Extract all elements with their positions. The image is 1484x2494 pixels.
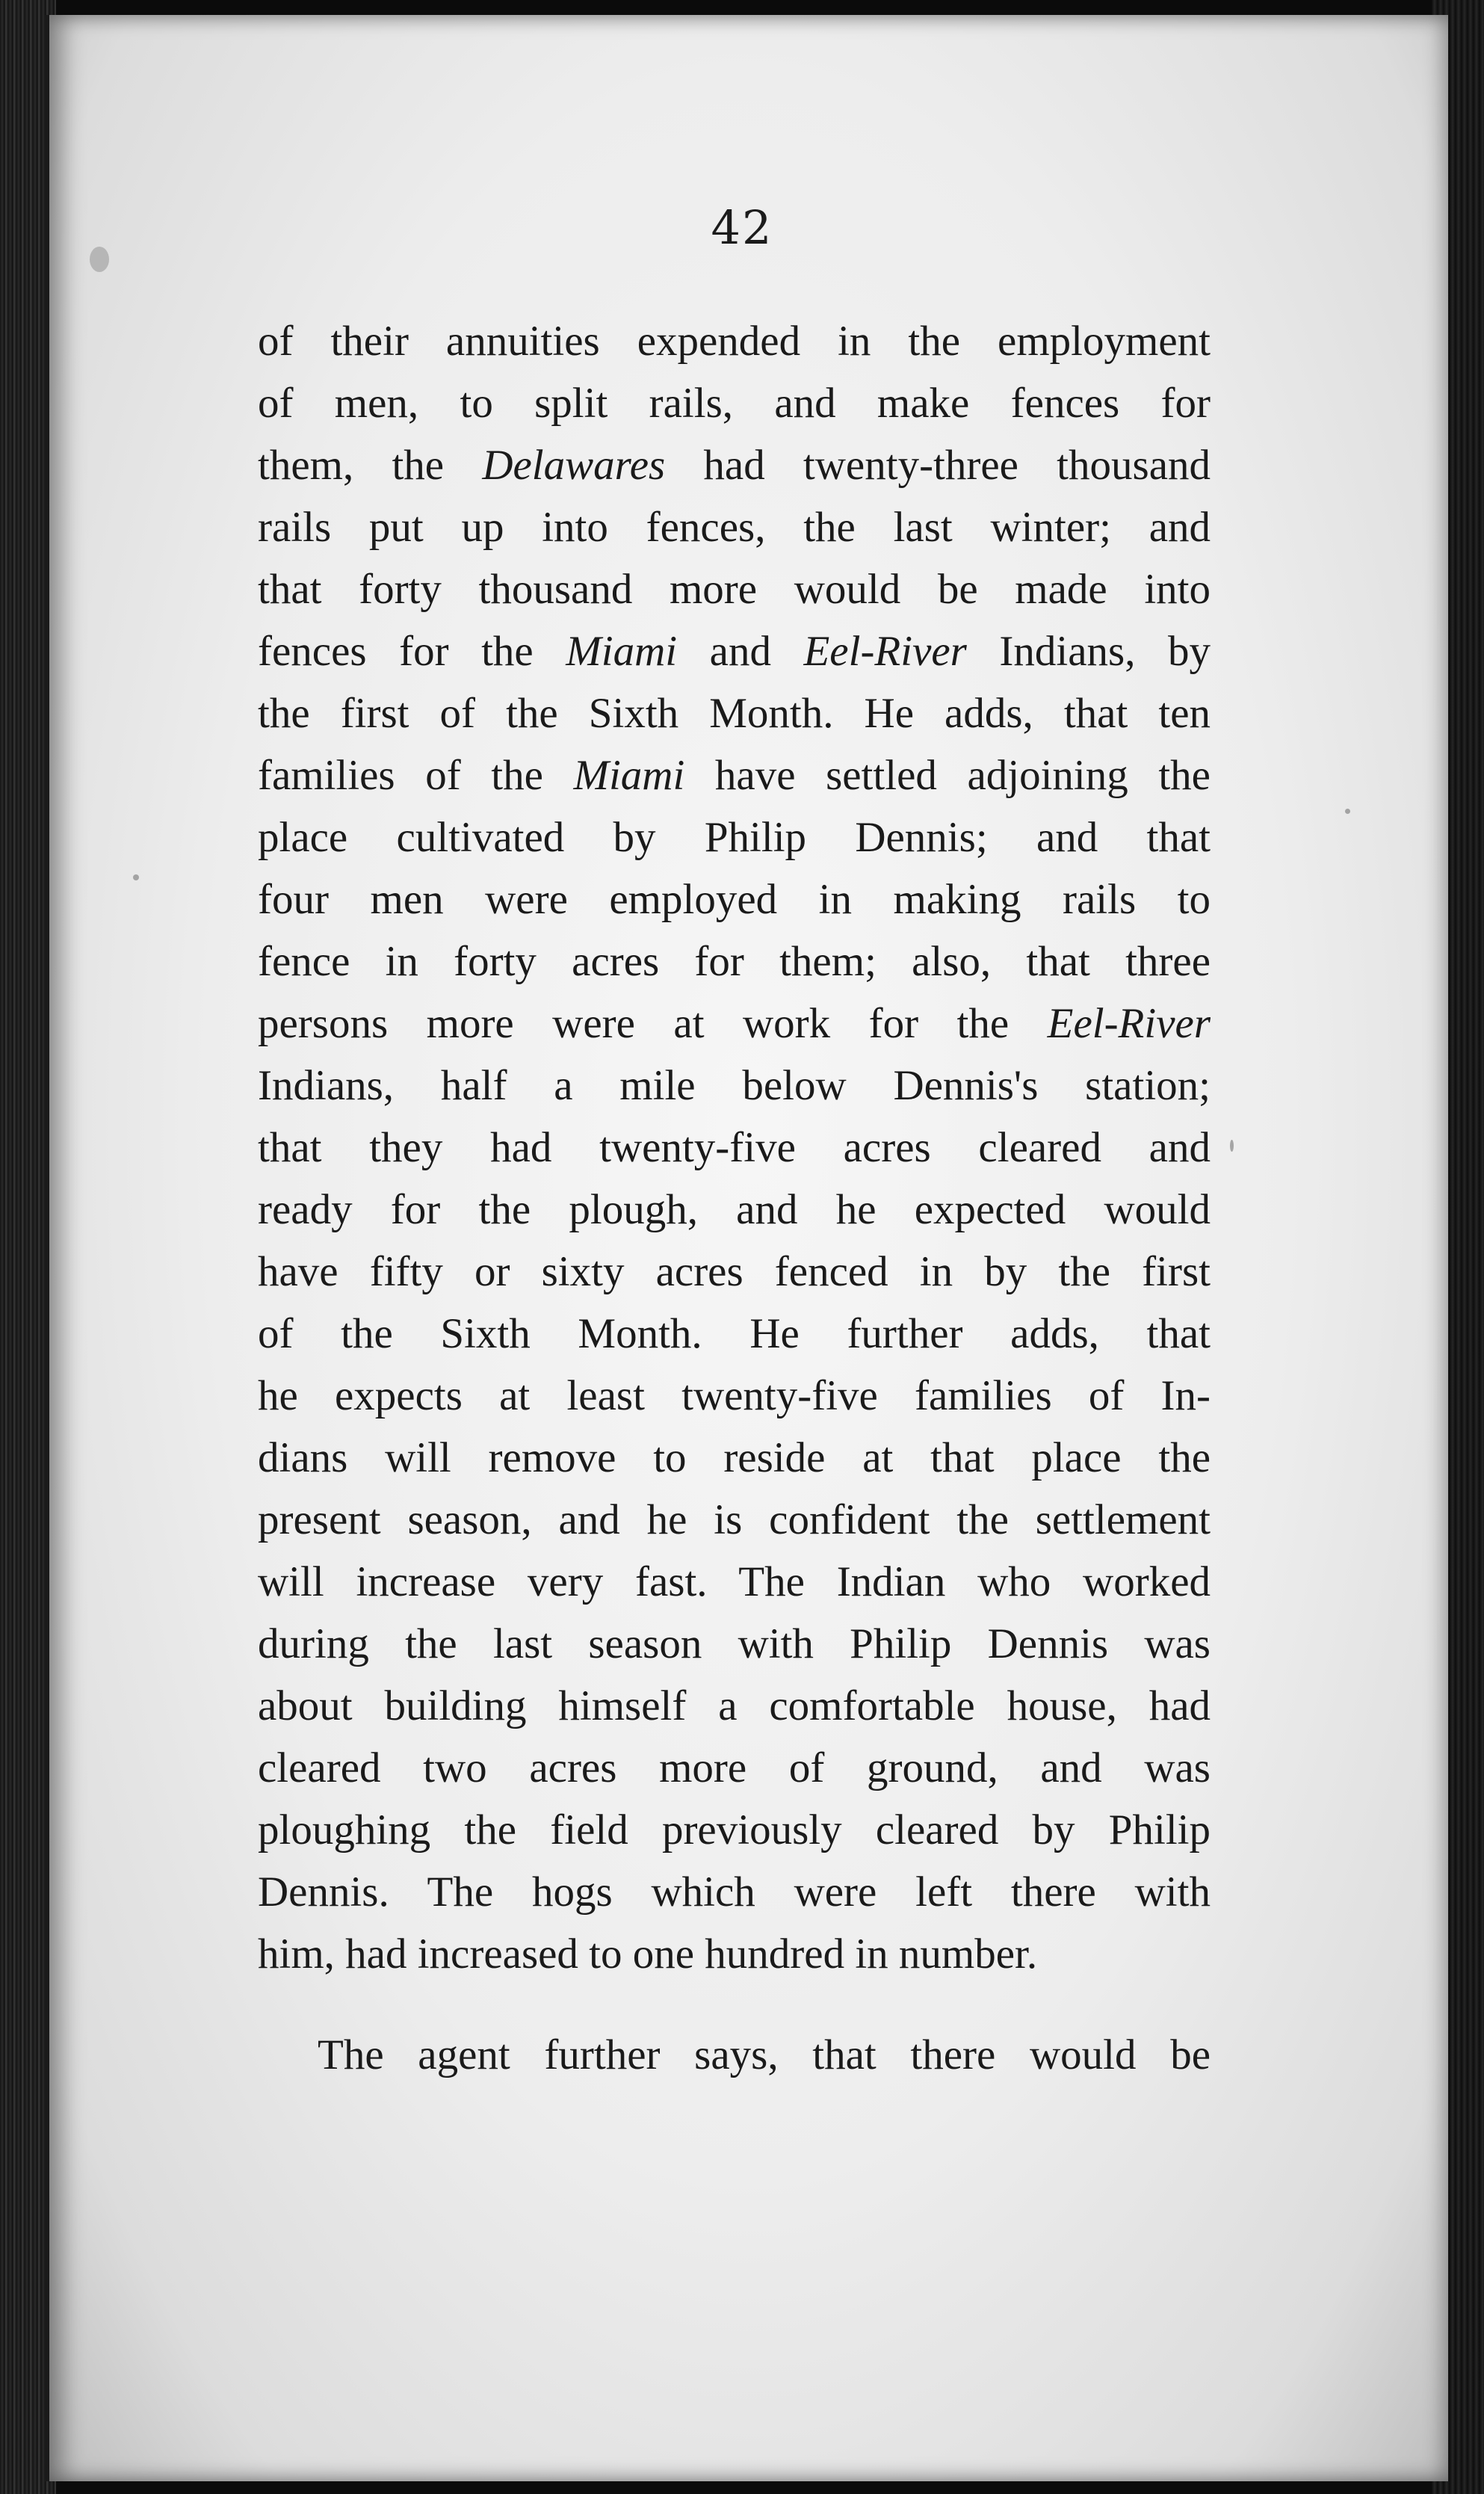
text-line: present season, and he is confident the settlement (258, 1496, 1211, 1543)
text-line: during the last season with Philip Dennis was (258, 1620, 1211, 1667)
text-line: of the Sixth Month. He further adds, that (258, 1310, 1211, 1357)
text-line: cleared two acres more of ground, and was (258, 1744, 1211, 1791)
text-line: families of the Miami have settled adjoining the (258, 752, 1211, 799)
text-line: fence in forty acres for them; also, that three (258, 938, 1211, 985)
text-line: ready for the plough, and he expected would (258, 1186, 1211, 1233)
text-line: Indians, half a mile below Dennis's station; (258, 1062, 1211, 1109)
paper-speck (1230, 1140, 1234, 1152)
text-line: that forty thousand more would be made into (258, 566, 1211, 613)
body-text (258, 310, 1211, 2086)
text-line: will increase very fast. The Indian who worked (258, 1558, 1211, 1605)
text-line: have fifty or sixty acres fenced in by the first (258, 1248, 1211, 1295)
paper-speck (1345, 809, 1350, 814)
text-line: dians will remove to reside at that place the (258, 1434, 1211, 1481)
text-line: the first of the Sixth Month. He adds, that ten (258, 690, 1211, 737)
text-line: he expects at least twenty-five families of In- (258, 1372, 1211, 1419)
text-line: of their annuities expended in the employment (258, 318, 1211, 365)
text-line: that they had twenty-five acres cleared and (258, 1124, 1211, 1171)
text-line: four men were employed in making rails to (258, 876, 1211, 923)
text-line: him, had increased to one hundred in number. (258, 1930, 1038, 1978)
text-line: fences for the Miami and Eel-River Indians, by (258, 628, 1211, 675)
text-line: place cultivated by Philip Dennis; and that (258, 814, 1211, 861)
paper-speck (133, 874, 139, 880)
text-line: rails put up into fences, the last winter; and (258, 504, 1211, 551)
text-line: about building himself a comfortable house, had (258, 1682, 1211, 1729)
paragraph-break (258, 1985, 1211, 2024)
text-line: them, the Delawares had twenty-three thousand (258, 442, 1211, 489)
closing-line: The agent further says, that there would be (318, 2031, 1211, 2078)
page-number: 42 (711, 200, 773, 255)
text-line: Dennis. The hogs which were left there with (258, 1868, 1211, 1916)
text-line: persons more were at work for the Eel-River (258, 1000, 1211, 1047)
text-line: of men, to split rails, and make fences for (258, 380, 1211, 427)
text-line: ploughing the field previously cleared by Philip (258, 1806, 1211, 1853)
